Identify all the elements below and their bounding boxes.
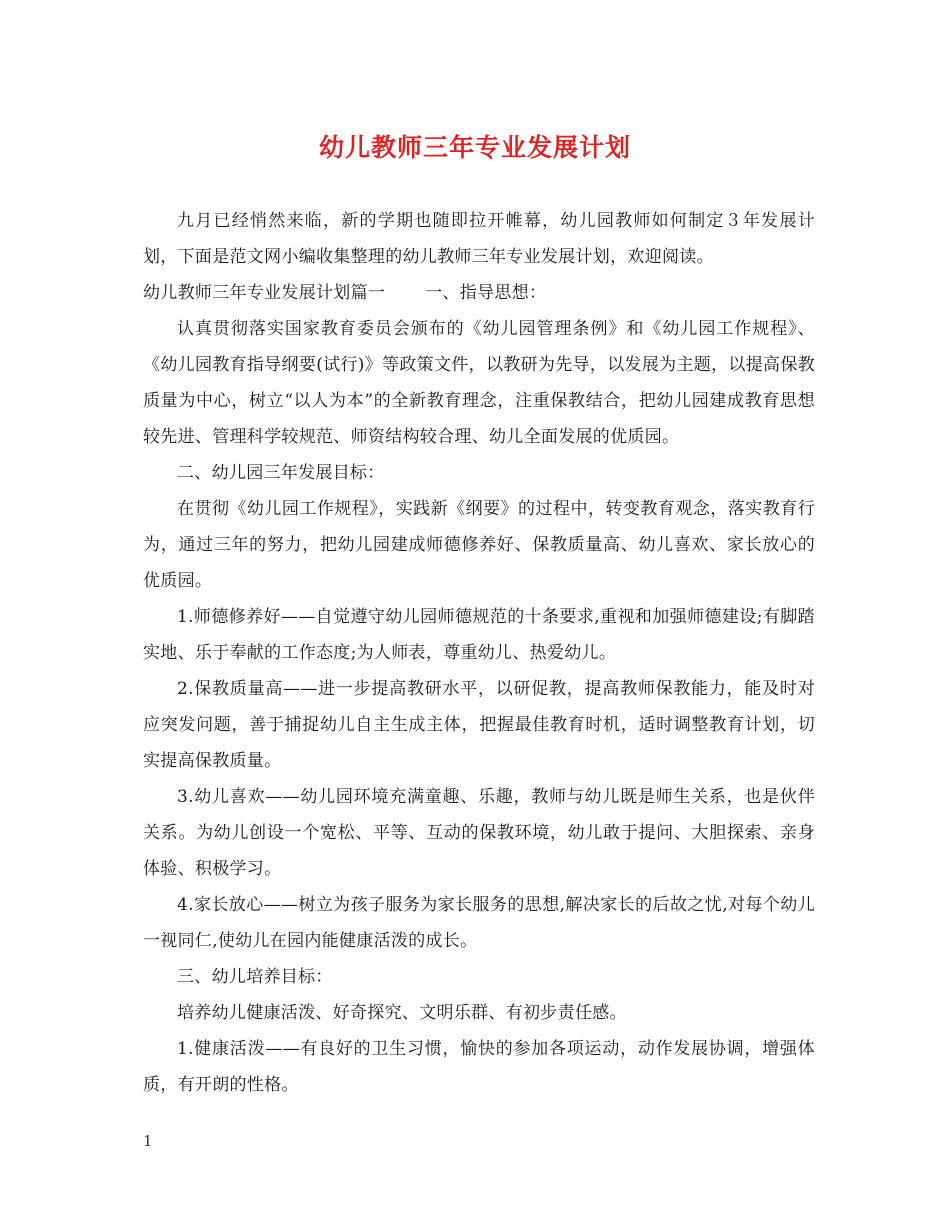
list-item-teacher-ethics: 1.师德修养好——自觉遵守幼儿园师德规范的十条要求,重视和加强师德建设;有脚踏实地、乐于奉献的工作态度;为人师表，尊重幼儿、热爱幼儿。 — [143, 607, 815, 663]
section-heading-training-goals: 三、幼儿培养目标： — [177, 967, 333, 987]
page-number: 1 — [143, 1132, 153, 1150]
list-item-parents-assured: 4.家长放心——树立为孩子服务为家长服务的思想,解决家长的后故之忧,对每个幼儿一视同仁,使幼儿在园内能健康活泼的成长。 — [143, 895, 815, 951]
article-part-label: 幼儿教师三年专业发展计划篇一 — [143, 283, 386, 303]
paragraph-guiding-ideology: 认真贯彻落实国家教育委员会颁布的《幼儿园管理条例》和《幼儿园工作规程》、《幼儿园教育指导纲要(试行)》等政策文件，以教研为先导，以发展为主题，以提高保教质量为中心，树立“以人为本”的全新教育理念，注重保教结合，把幼儿园建成教育思想较先进、管理科学较规范、师资结构较合理、幼儿全面发展的优质园。 — [143, 319, 815, 447]
list-item-care-quality: 2.保教质量高——进一步提高教研水平，以研促教，提高教师保教能力，能及时对应突发问题，善于捕捉幼儿自主生成主体，把握最佳教育时机，适时调整教育计划，切实提高保教质量。 — [143, 679, 815, 771]
section-heading-line — [143, 275, 815, 311]
section-heading-development-goals: 二、幼儿园三年发展目标： — [177, 463, 385, 483]
document-title: 幼儿教师三年专业发展计划 — [318, 133, 631, 162]
list-item-children-like: 3.幼儿喜欢——幼儿园环境充满童趣、乐趣，教师与幼儿既是师生关系，也是伙伴关系。为幼儿创设一个宽松、平等、互动的保教环境，幼儿敢于提问、大胆探索、亲身体验、积极学习。 — [143, 787, 815, 879]
list-item-healthy-lively: 1.健康活泼——有良好的卫生习惯，愉快的参加各项运动，动作发展协调，增强体质，有开朗的性格。 — [143, 1039, 815, 1095]
paragraph-development-goals: 在贯彻《幼儿园工作规程》，实践新《纲要》的过程中，转变教育观念，落实教育行为，通过三年的努力，把幼儿园建成师德修养好、保教质量高、幼儿喜欢、家长放心的优质园。 — [143, 499, 815, 591]
paragraph-training-goals: 培养幼儿健康活泼、好奇探究、文明乐群、有初步责任感。 — [177, 1003, 627, 1023]
section-heading-guiding-ideology: 一、指导思想： — [425, 283, 547, 303]
intro-paragraph: 九月已经悄然来临，新的学期也随即拉开帷幕，幼儿园教师如何制定３年发展计划，下面是范文网小编收集整理的幼儿教师三年专业发展计划，欢迎阅读。 — [143, 211, 815, 267]
document-body — [143, 203, 815, 1103]
